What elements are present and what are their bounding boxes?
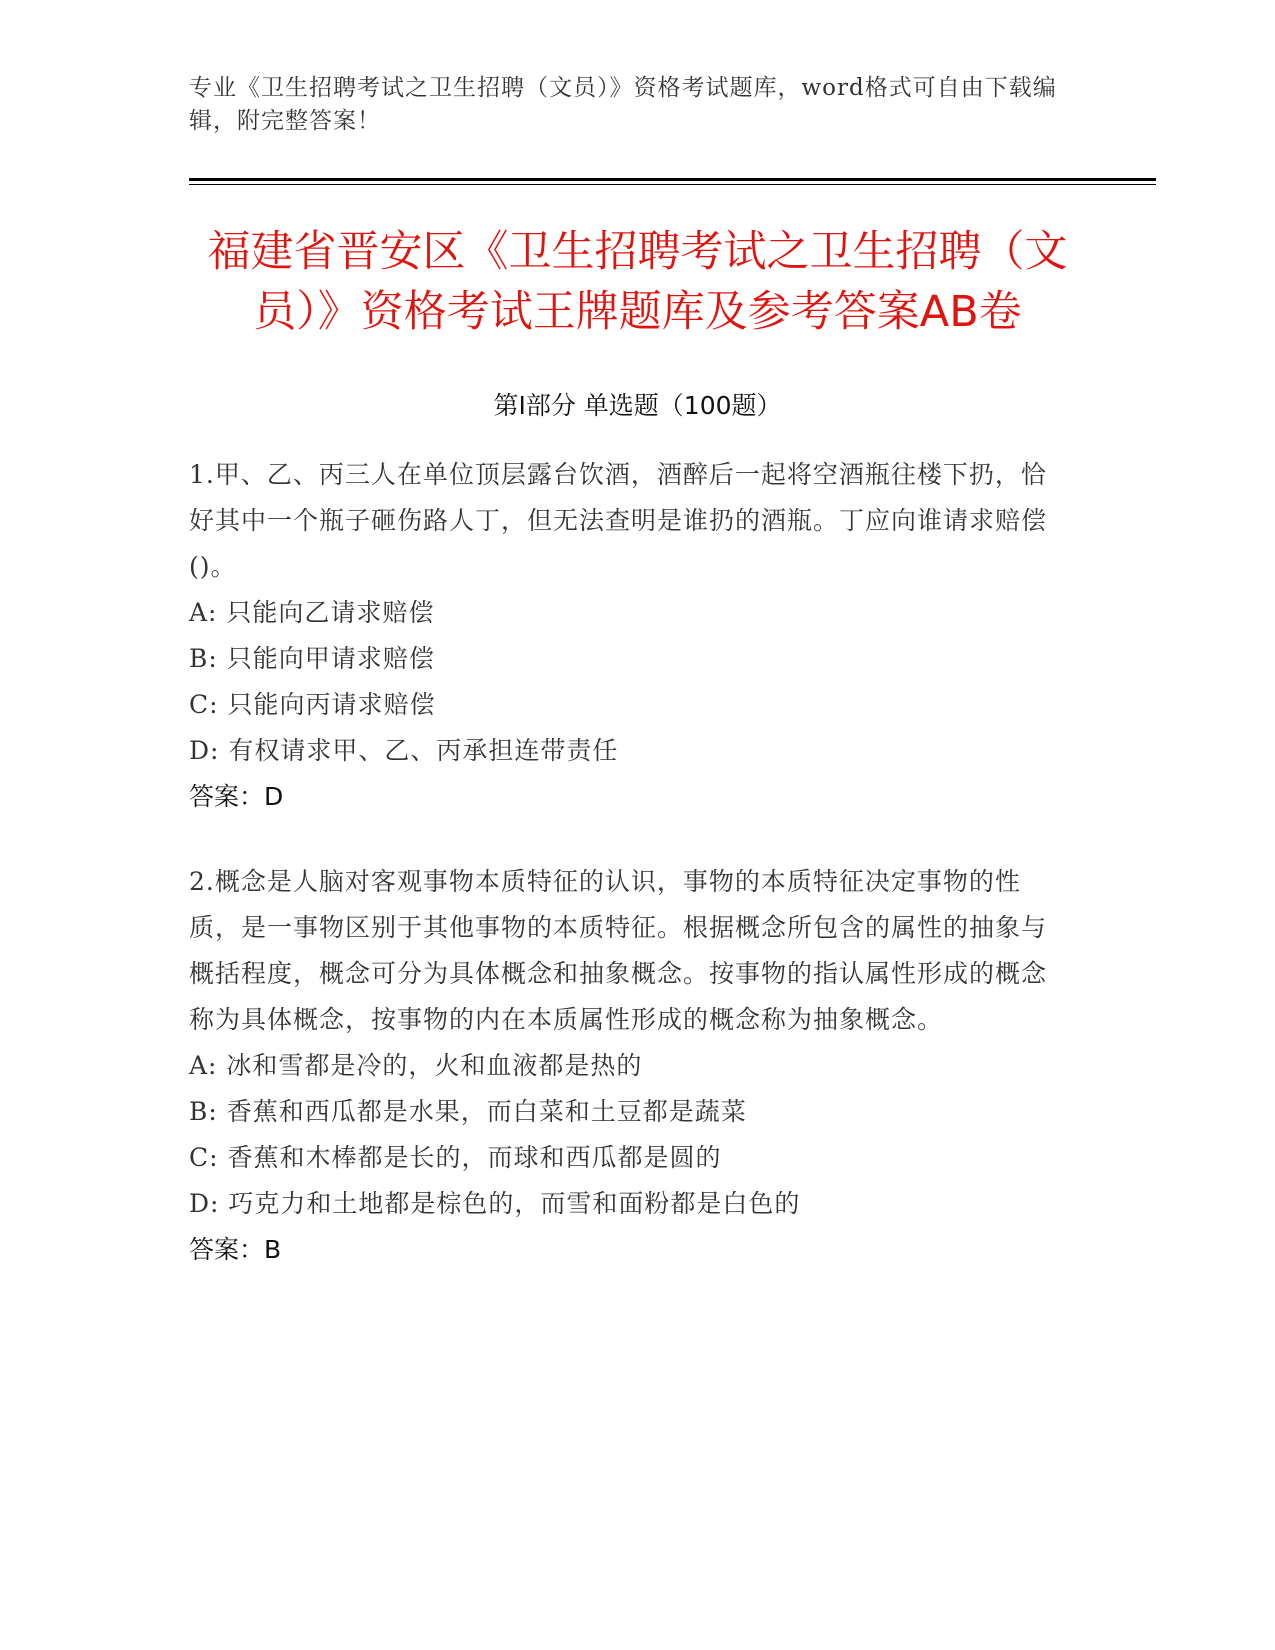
header-rule-thick: [189, 178, 1156, 181]
question-1: [189, 452, 1069, 820]
document-title: 福建省晋安区《卫生招聘考试之卫生招聘（文员）》资格考试王牌题库及参考答案AB卷: [207, 227, 1068, 337]
option-b: B: 香蕉和西瓜都是水果，而白菜和土豆都是蔬菜: [189, 1097, 747, 1126]
question-stem: 1.甲、乙、丙三人在单位顶层露台饮酒，酒醉后一起将空酒瓶往楼下扔，恰好其中一个瓶子砸伤路人丁，但无法查明是谁扔的酒瓶。丁应向谁请求赔偿()。: [189, 460, 1048, 581]
header-rule-thin: [189, 184, 1156, 185]
option-c: C: 香蕉和木棒都是长的，而球和西瓜都是圆的: [189, 1143, 722, 1172]
option-a: A: 冰和雪都是冷的，火和血液都是热的: [189, 1051, 643, 1080]
header-note: 专业《卫生招聘考试之卫生招聘（文员）》资格考试题库，word格式可自由下载编辑，附完整答案！: [189, 75, 1057, 134]
answer: 答案：D: [189, 782, 284, 811]
option-d: D: 巧克力和土地都是棕色的，而雪和面粉都是白色的: [189, 1189, 801, 1218]
option-a: A: 只能向乙请求赔偿: [189, 598, 435, 627]
section-title: 第I部分 单选题（100题）: [493, 391, 782, 420]
option-d: D: 有权请求甲、乙、丙承担连带责任: [189, 736, 619, 765]
option-b: B: 只能向甲请求赔偿: [189, 644, 435, 673]
option-c: C: 只能向丙请求赔偿: [189, 690, 436, 719]
question-stem: 2.概念是人脑对客观事物本质特征的认识，事物的本质特征决定事物的性质，是一事物区别于其他事物的本质特征。根据概念所包含的属性的抽象与概括程度，概念可分为具体概念和抽象概念。按事物的指认属性形成的概念称为具体概念，按事物的内在本质属性形成的概念称为抽象概念。: [189, 867, 1048, 1034]
answer: 答案：B: [189, 1235, 282, 1264]
question-2: [189, 859, 1069, 1273]
